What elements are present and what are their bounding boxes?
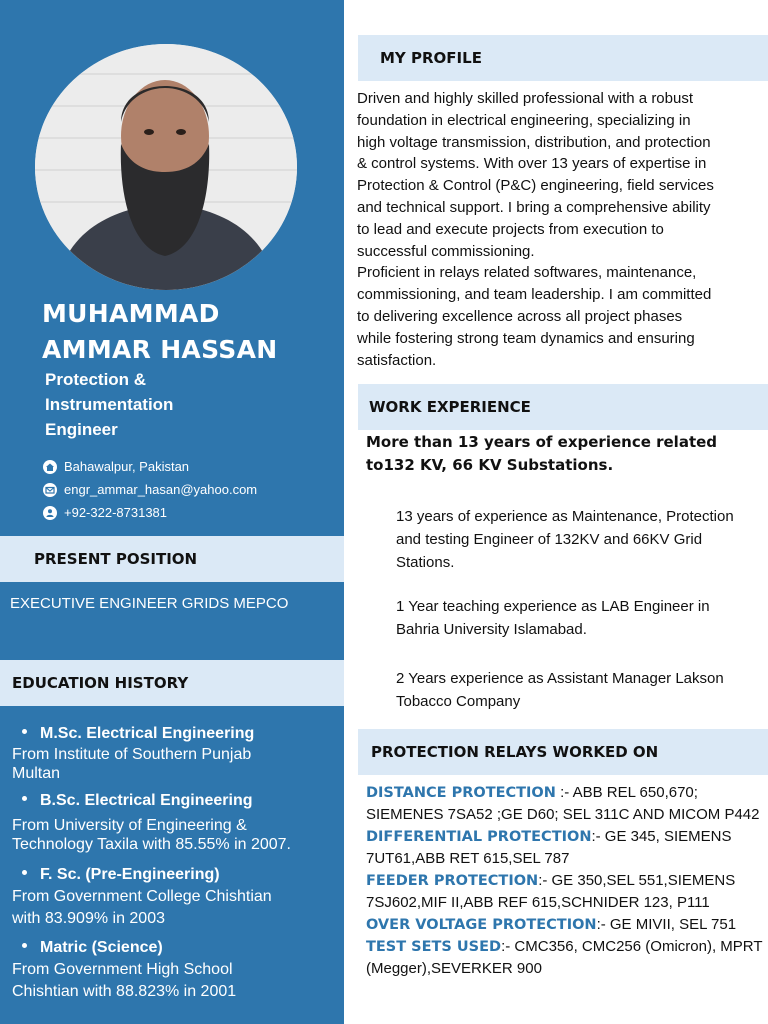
relay-item (366, 826, 766, 870)
home-icon (43, 460, 57, 474)
present-position-heading: PRESENT POSITION (0, 536, 344, 582)
relays-list (366, 782, 766, 980)
education-degree (12, 864, 337, 886)
education-detail: From Government High School Chishtian with 88.823% in 2001 (12, 961, 237, 1000)
profile-text: Driven and highly skilled professional with a robust foundation in electrical engineering, specializing in high voltage transmission, distribution, and protection & control systems. With over 13 years of expertise in Protection & Control (P&C) engineering, field services and technical support. I bring a comprehensive ability to lead and execute projects from execution to successful commissioning. Proficient in relays related softwares, maintenance, commissioning, and team leadership. I am committed to delivering excellence across all project phases while fostering strong team dynamics and ensuring satisfaction. (357, 90, 714, 369)
education-degree-text: B.Sc. Electrical Engineering (40, 792, 253, 809)
education-item (12, 864, 337, 930)
email-icon (43, 483, 57, 497)
contact-email[interactable] (43, 478, 257, 501)
profile-photo (35, 44, 297, 290)
relay-models: :- GE 350,SEL 551,SIEMENS 7SJ602,MIF II,ABB REF 615,SCHNIDER 123, P111 (366, 872, 736, 911)
bullet-icon (22, 729, 27, 734)
relay-models: :- GE 345, SIEMENS 7UT61,ABB RET 615,SEL 787 (366, 828, 732, 867)
relay-models: :- ABB REL 650,670; SIEMENES 7SA52 ;GE D60; SEL 311C AND MICOM P442 (366, 784, 760, 823)
sidebar (0, 0, 344, 1024)
contact-phone[interactable] (43, 501, 257, 524)
contact-phone-text[interactable]: +92-322-8731381 (64, 505, 168, 520)
relay-category: FEEDER PROTECTION (366, 873, 539, 889)
education-item (12, 723, 337, 783)
relays-heading: PROTECTION RELAYS WORKED ON (358, 729, 768, 775)
education-degree-text: F. Sc. (Pre-Engineering) (40, 866, 220, 883)
education-item (12, 790, 337, 854)
education-heading: EDUCATION HISTORY (0, 660, 344, 706)
work-experience-item: 2 Years experience as Assistant Manager Lakson Tobacco Company (396, 670, 724, 710)
contact-email-text[interactable]: engr_ammar_hasan@yahoo.com (64, 482, 258, 497)
work-experience-lead: More than 13 years of experience related to132 KV, 66 KV Substations. (366, 433, 718, 474)
phone-icon (43, 506, 57, 520)
education-detail: From University of Engineering & Technology Taxila with 85.55% in 2007. (12, 817, 291, 853)
relay-category: DISTANCE PROTECTION (366, 785, 556, 801)
contact-list (43, 455, 257, 524)
work-experience-item: 1 Year teaching experience as LAB Engineer in Bahria University Islamabad. (396, 598, 710, 638)
person-role (45, 367, 305, 442)
education-degree (12, 937, 337, 959)
person-name (42, 296, 342, 368)
relay-category: DIFFERENTIAL PROTECTION (366, 829, 592, 845)
profile-heading: MY PROFILE (358, 35, 768, 81)
relay-models: :- CMC356, CMC256 (Omicron), MPRT (Megger),SEVERKER 900 (366, 938, 763, 977)
person-name-line1: MUHAMMAD (42, 299, 220, 328)
contact-location-text: Bahawalpur, Pakistan (64, 459, 190, 474)
work-experience-heading: WORK EXPERIENCE (358, 384, 768, 430)
bullet-icon (22, 870, 27, 875)
education-degree-text: M.Sc. Electrical Engineering (40, 725, 255, 742)
education-item (12, 937, 337, 1003)
person-role-line1: Protection & (45, 370, 147, 389)
person-role-line2: Instrumentation (45, 395, 174, 414)
relay-item (366, 914, 766, 936)
education-degree (12, 790, 337, 812)
education-detail: From Government College Chishtian with 83.909% in 2003 (12, 888, 272, 927)
relay-item (366, 782, 766, 826)
education-degree (12, 723, 337, 745)
person-role-line3: Engineer (45, 420, 118, 439)
relay-category: TEST SETS USED (366, 939, 502, 955)
relay-item (366, 936, 766, 980)
relay-item (366, 870, 766, 914)
bullet-icon (22, 943, 27, 948)
education-degree-text: Matric (Science) (40, 939, 163, 956)
person-name-line2: AMMAR HASSAN (42, 335, 278, 364)
present-position-text: EXECUTIVE ENGINEER GRIDS MEPCO (10, 595, 289, 612)
relay-models: :- GE MIVII, SEL 751 (596, 916, 737, 933)
contact-location (43, 455, 257, 478)
work-experience-item: 13 years of experience as Maintenance, Protection and testing Engineer of 132KV and 66KV Grid Stations. (396, 508, 734, 571)
relay-category: OVER VOLTAGE PROTECTION (366, 917, 597, 933)
bullet-icon (22, 796, 27, 801)
education-detail: From Institute of Southern Punjab Multan (12, 746, 252, 782)
